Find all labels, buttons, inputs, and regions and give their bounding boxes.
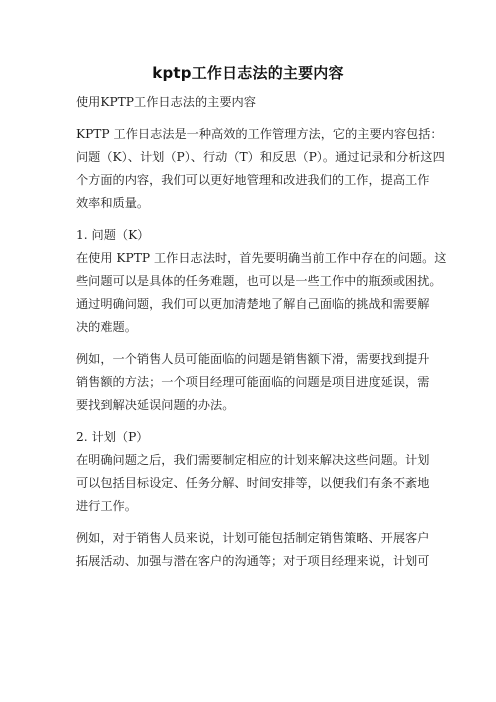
paragraph-line: 要找到解决延误问题的办法。	[76, 398, 235, 412]
document-title: kptp工作日志法的主要内容	[152, 64, 344, 82]
paragraph-line: 例如，一个销售人员可能面临的问题是销售额下滑，需要找到提升	[76, 352, 430, 366]
paragraph-line: KPTP 工作日志法是一种高效的工作管理方法，它的主要内容包括：	[76, 127, 443, 141]
document-subtitle: 使用KPTP工作日志法的主要内容	[76, 95, 256, 109]
section-heading: 1. 问题（K）	[76, 228, 150, 242]
paragraph-line: 销售额的方法；一个项目经理可能面临的问题是项目进度延误，需	[76, 375, 430, 389]
paragraph-line: 些问题可以是具体的任务难题，也可以是一些工作中的瓶颈或困扰。	[76, 274, 442, 288]
paragraph-line: 效率和质量。	[76, 196, 150, 210]
paragraph-line: 问题（K）、计划（P）、行动（T）和反思（P）。通过记录和分析这四	[76, 150, 445, 164]
paragraph-line: 决的难题。	[76, 320, 137, 334]
paragraph-line: 在明确问题之后，我们需要制定相应的计划来解决这些问题。计划	[76, 453, 430, 467]
paragraph-line: 个方面的内容，我们可以更好地管理和改进我们的工作，提高工作	[76, 173, 430, 187]
section-heading: 2. 计划（P）	[76, 430, 149, 444]
paragraph-line: 进行工作。	[76, 499, 137, 513]
paragraph-line: 例如，对于销售人员来说，计划可能包括制定销售策略、开展客户	[76, 531, 430, 545]
paragraph-line: 在使用 KPTP 工作日志法时，首先要明确当前工作中存在的问题。这	[76, 251, 447, 265]
paragraph-line: 拓展活动、加强与潜在客户的沟通等；对于项目经理来说，计划可	[76, 554, 430, 568]
paragraph-line: 通过明确问题，我们可以更加清楚地了解自己面临的挑战和需要解	[76, 297, 430, 311]
paragraph-line: 可以包括目标设定、任务分解、时间安排等，以便我们有条不紊地	[76, 476, 430, 490]
